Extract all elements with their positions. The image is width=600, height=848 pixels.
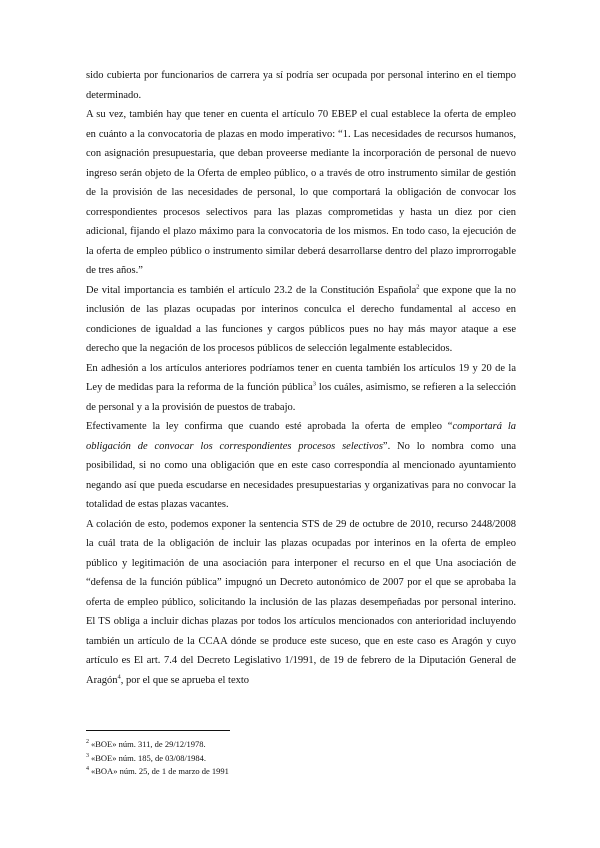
footnote-number: 3 — [86, 752, 89, 759]
paragraph-text: los cuáles, asimismo, se refieren a la selección de personal y a la provisión de puestos de trabajo. — [86, 382, 516, 413]
paragraph — [86, 281, 516, 359]
footnote-number: 2 — [86, 739, 89, 746]
paragraph — [86, 359, 516, 418]
paragraph — [86, 417, 516, 515]
paragraph-text: En adhesión a los artículos anteriores podríamos tener en cuenta también los artículos 19 y 20 de la Ley de medidas para la reforma de la función pública — [86, 362, 516, 393]
paragraph-text: Efectivamente la ley confirma que cuando esté aprobada la oferta de empleo “ — [86, 421, 453, 432]
footnote — [86, 765, 516, 779]
footnote-ref: 2 — [416, 283, 420, 290]
body-text — [86, 66, 516, 690]
paragraph-text: ”. No lo nombra como una posibilidad, si no como una obligación que en este caso correspondía al mencionado ayuntamiento negando así que pueda escudarse en necesidades presupuestarias y organizativas para no convocar la totalidad de estas plazas vacantes. — [86, 440, 516, 510]
footnote — [86, 738, 516, 752]
paragraph-text: , por el que se aprueba el texto — [120, 674, 250, 686]
paragraph — [86, 515, 516, 691]
paragraph: sido cubierta por funcionarios de carrera ya sí podría ser ocupada por personal interino en el tiempo determinado. — [86, 70, 516, 101]
paragraph: A su vez, también hay que tener en cuenta el artículo 70 EBEP el cual establece la oferta de empleo en cuánto a la convocatoria de plazas en modo imperativo: “1. Las necesidades de recursos humanos, con asignación presupuestaria, que deban proveerse mediante la incorporación de personal de nuevo ingreso serán objeto de la Oferta de empleo público, o a través de otro instrumento similar de gestión de la provisión de las necesidades de personal, lo que comportará la obligación de convocar los correspondientes procesos selectivos para las plazas comprometidas y hasta un diez por cien adicional, fijando el plazo máximo para la convocatoria de los mismos. En todo caso, la ejecución de la oferta de empleo público o instrumento similar deberá desarrollarse dentro del plazo improrrogable de tres años.” — [86, 109, 516, 276]
footnote-text: «BOE» núm. 185, de 03/08/1984. — [91, 752, 206, 763]
footnote-number: 4 — [86, 766, 89, 773]
footnote-text: «BOA» núm. 25, de 1 de marzo de 1991 — [91, 766, 229, 776]
paragraph-text: que expone que la no inclusión de las plazas ocupadas por interinos conculca el derecho fundamental al acceso en condiciones de igualdad a las funciones y cargos públicos pues no hay más mayor ataque a ese derecho que la negación de los procesos públicos de selección legalmente establecidos. — [86, 284, 516, 354]
paragraph-text: A colación de esto, podemos exponer la sentencia STS de 29 de octubre de 2010, recurso 2448/2008 la cuál trata de la obligación de incluir las plazas ocupadas por interinos en la oferta de empleo público y legitimación de una asociación para interponer el recurso en el que Una asociación de “defensa de la función pública” impugnó un Decreto autonómico de 2007 por el que se aprobaba la oferta de empleo público, solicitando la inclusión de las plazas desempeñadas por personal interino. El TS obliga a incluir dichas plazas por todos los artículos mencionados con anterioridad incluyendo también un artículo de la CCAA dónde se produce este suceso, que en este caso es Aragón y cuyo artículo es El art. 7.4 del Decreto Legislativo 1/1991, de 19 de febrero de la Diputación General de Aragón — [86, 518, 516, 686]
footnote-separator — [86, 730, 230, 731]
footnote-text: «BOE» núm. 311, de 29/12/1978. — [91, 739, 206, 749]
footnote-ref: 4 — [117, 673, 121, 680]
footnotes — [86, 738, 516, 779]
paragraph-text: De vital importancia es también el artículo 23.2 de la Constitución Española — [86, 284, 417, 296]
quoted-text: comportará la obligación de convocar los correspondientes procesos selectivos — [86, 421, 516, 452]
footnote — [86, 752, 516, 766]
footnote-ref: 3 — [312, 380, 317, 388]
